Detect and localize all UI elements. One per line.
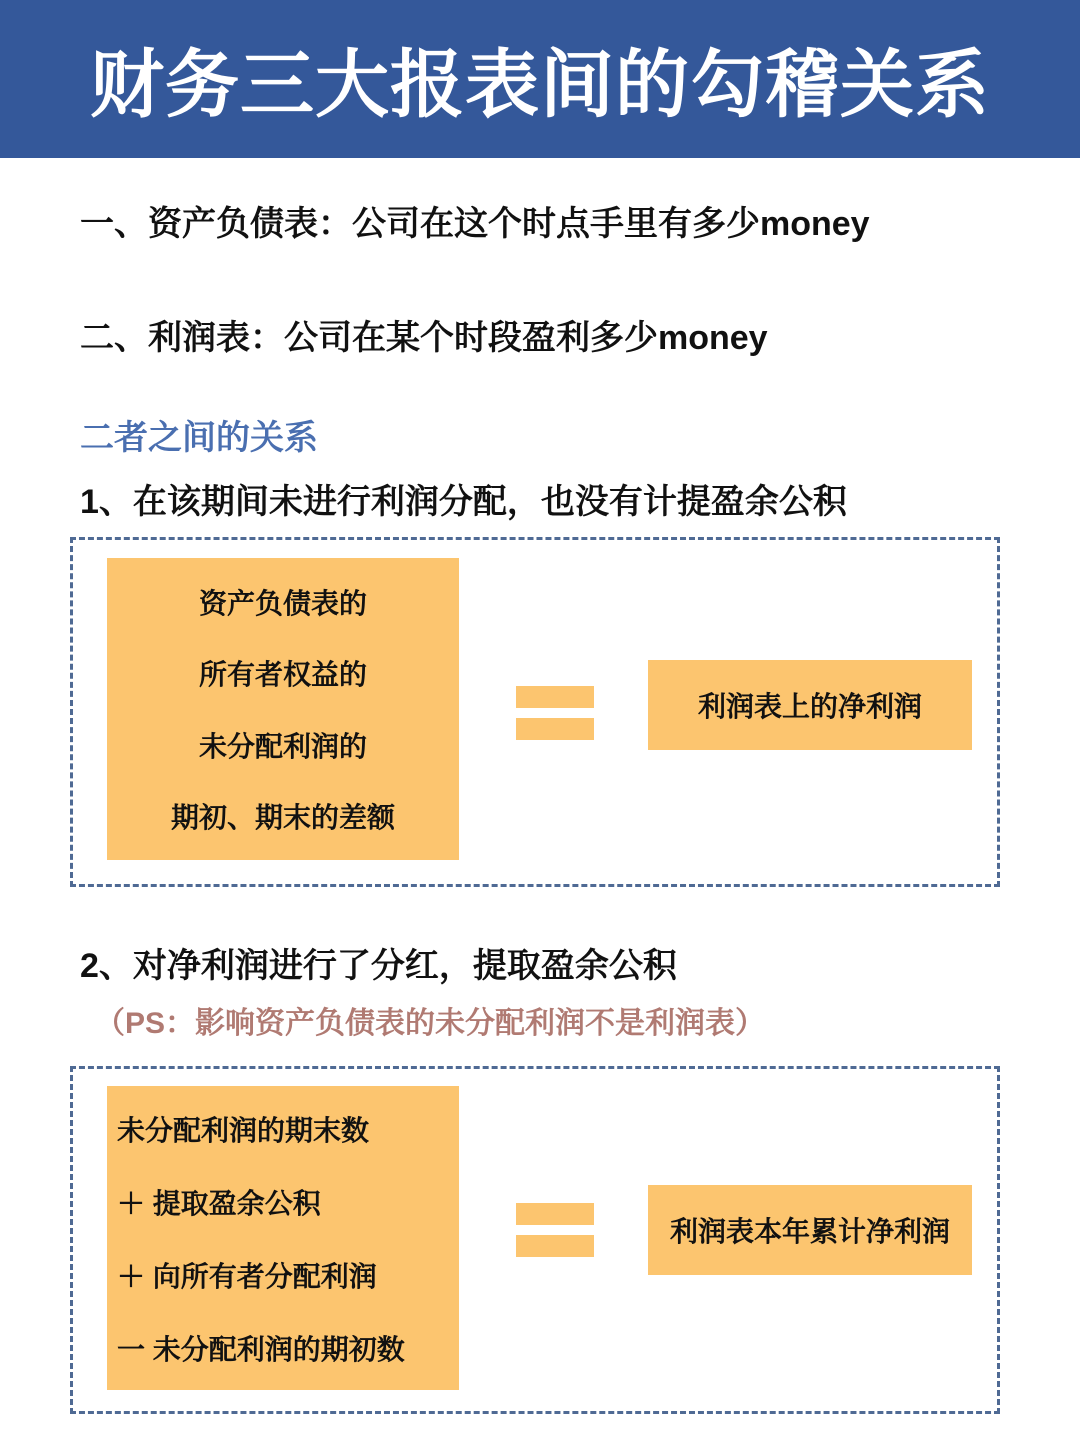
case2-left-line: ＋ 提取盈余公积 — [117, 1187, 321, 1219]
case1-diagram — [70, 537, 1000, 887]
case1-left-line: 未分配利润的 — [198, 730, 367, 762]
case2-left-line: 一 未分配利润的期初数 — [117, 1333, 405, 1365]
relation-heading: 二者之间的关系 — [80, 419, 318, 457]
case2-left-line: 未分配利润的期末数 — [117, 1114, 370, 1146]
page-title: 财务三大报表间的勾稽关系 — [90, 43, 990, 126]
equals-icon — [516, 686, 594, 750]
case1-left-box — [107, 558, 459, 860]
header-banner — [0, 0, 1080, 158]
case1-right-box: 利润表上的净利润 — [648, 660, 972, 750]
case2-right-box: 利润表本年累计净利润 — [648, 1185, 972, 1275]
case1-heading: 1、在该期间未进行利润分配，也没有计提盈余公积 — [80, 483, 847, 521]
case2-note: （PS：影响资产负债表的未分配利润不是利润表） — [95, 1007, 766, 1040]
section-balance-sheet: 一、资产负债表：公司在这个时点手里有多少money — [80, 205, 870, 243]
case1-left-line: 资产负债表的 — [198, 587, 367, 619]
case1-left-line: 期初、期末的差额 — [170, 802, 395, 834]
case2-diagram — [70, 1066, 1000, 1414]
case2-heading: 2、对净利润进行了分红，提取盈余公积 — [80, 947, 677, 985]
case2-left-line: ＋ 向所有者分配利润 — [117, 1260, 377, 1292]
case2-left-box — [107, 1086, 459, 1390]
case1-left-line: 所有者权益的 — [198, 659, 367, 691]
equals-icon — [516, 1203, 594, 1267]
section-income-statement: 二、利润表：公司在某个时段盈利多少money — [80, 319, 768, 357]
